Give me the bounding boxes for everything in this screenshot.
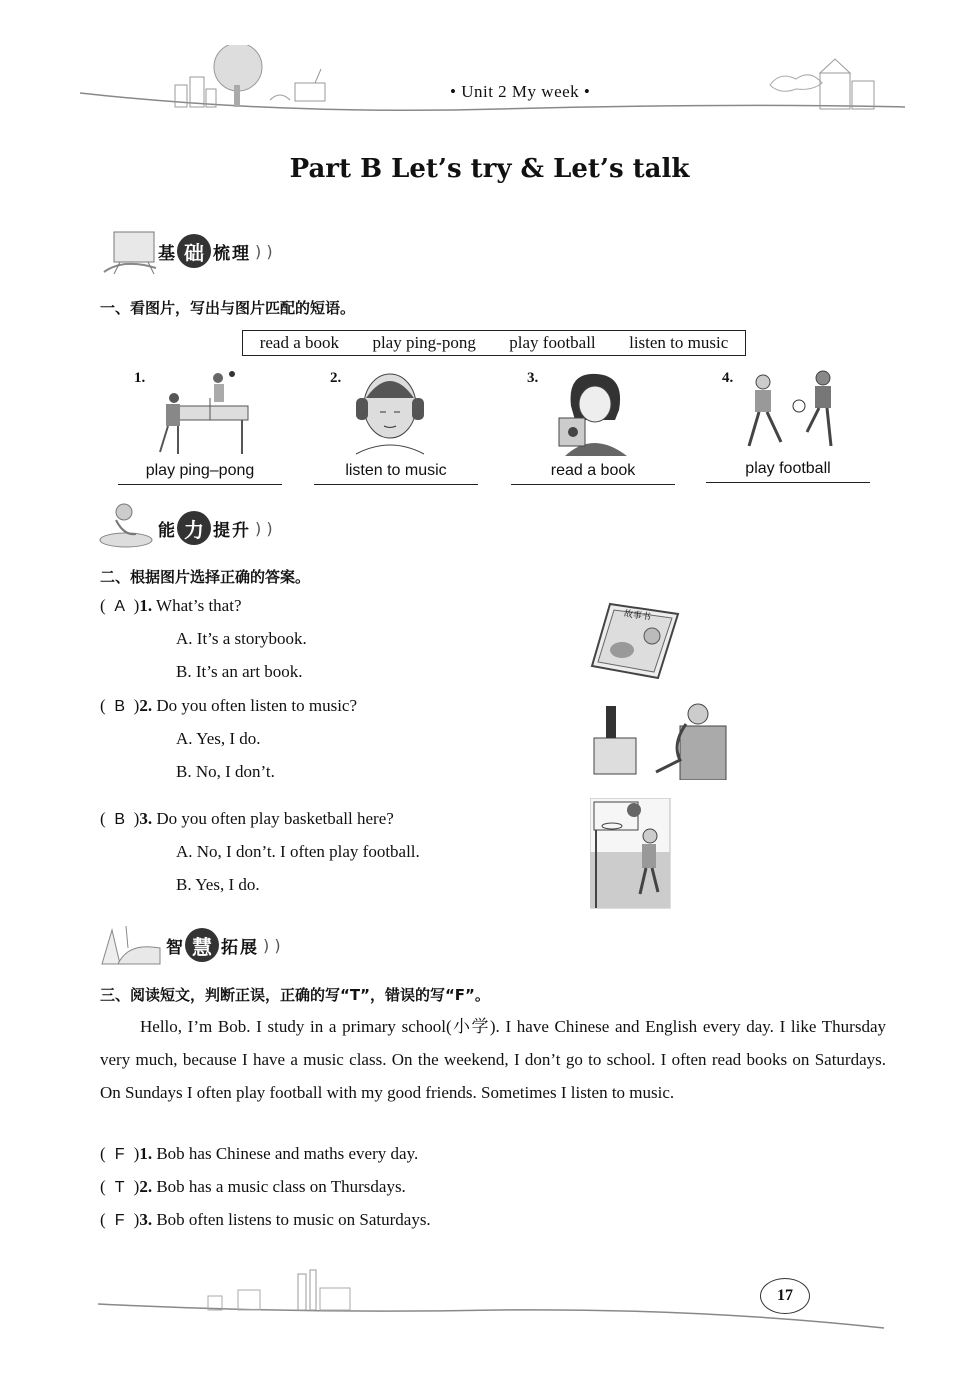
question-number: 2.: [139, 696, 153, 715]
question-text: Do you often play basketball here?: [156, 809, 394, 828]
badge-char-highlight: 慧: [185, 928, 219, 962]
phrase-item: play football: [509, 333, 596, 352]
statement-row: ( F )3. Bob often listens to music on Saturdays.: [100, 1210, 431, 1229]
section2-instruction: 二、根据图片选择正确的答案。: [100, 568, 311, 586]
section1-instruction: 一、看图片，写出与图片匹配的短语。: [100, 299, 356, 317]
badge-char-highlight: 力: [177, 511, 211, 545]
item-number: 2.: [330, 370, 342, 386]
basketball-player-icon: [590, 798, 672, 910]
option-a: A. No, I don’t. I often play football.: [176, 842, 420, 861]
girl-on-skateboard-icon: [98, 500, 158, 550]
question-row: ( A )1. What’s that?: [100, 596, 242, 615]
phrase-box: [242, 330, 746, 356]
section-badge-ability: 能 力 提 升 ) ): [158, 511, 273, 545]
ping-pong-players-icon: [150, 368, 250, 456]
statement-number: 3.: [139, 1210, 153, 1229]
item-number: 4.: [722, 370, 734, 386]
badge-char: 理: [232, 243, 249, 264]
phrase-item: play ping-pong: [372, 333, 476, 352]
answer-line: play football: [706, 460, 870, 483]
easel-icon: [100, 228, 160, 276]
statement-number: 1.: [139, 1144, 153, 1163]
reading-passage: [100, 1010, 886, 1109]
statement-number: 2.: [139, 1177, 153, 1196]
badge-char: 升: [232, 520, 249, 541]
section-badge-extension: 智 慧 拓 展 ) ): [166, 928, 281, 962]
statement-text: Bob has a music class on Thursdays.: [156, 1177, 406, 1196]
statement-row: ( F )1. Bob has Chinese and maths every day.: [100, 1144, 419, 1163]
answer-value: A: [114, 598, 125, 615]
storybook-label: 故事书: [623, 609, 652, 623]
badge-char: 梳: [213, 243, 230, 264]
football-players-icon: [735, 368, 845, 456]
answer-value: B: [114, 811, 125, 828]
answer-value: F: [114, 1146, 125, 1163]
question-number: 1.: [139, 596, 153, 615]
item-number: 1.: [134, 370, 146, 386]
phrase-item: read a book: [259, 333, 340, 352]
badge-char: 基: [158, 243, 175, 264]
badge-char: 智: [166, 937, 183, 958]
question-row: ( B )3. Do you often play basketball here?: [100, 809, 394, 828]
answer-value: F: [114, 1212, 125, 1229]
page-title: Part B Let’s try & Let’s talk: [289, 154, 690, 184]
unit-header: • Unit 2 My week •: [450, 82, 591, 101]
statement-text: Bob often listens to music on Saturdays.: [156, 1210, 431, 1229]
reading-girl-icon: [555, 372, 631, 456]
question-text: Do you often listen to music?: [156, 696, 358, 715]
answer-line: play ping–pong: [118, 462, 282, 485]
answer-line: read a book: [511, 462, 675, 485]
badge-char: 能: [158, 520, 175, 541]
badge-char: 展: [240, 937, 257, 958]
watching-tv-icon: [590, 696, 730, 780]
statement-row: ( T )2. Bob has a music class on Thursdays.: [100, 1177, 406, 1196]
question-row: ( B )2. Do you often listen to music?: [100, 696, 358, 715]
badge-char-highlight: 础: [177, 234, 211, 268]
answer-line: listen to music: [314, 462, 478, 485]
option-b: B. It’s an art book.: [176, 662, 303, 681]
answer-value: T: [114, 1179, 125, 1196]
option-b: B. Yes, I do.: [176, 875, 260, 894]
passage-text: Hello, I’m Bob. I study in a primary school(小学). I have Chinese and English every day. I like Thursday very much, because I have a music class. On the weekend, I don’t go to school. I often read books on Saturdays. On Sundays I often play football with my good friends. Sometimes I listen to music.: [100, 1017, 886, 1102]
item-number: 3.: [527, 370, 539, 386]
statement-text: Bob has Chinese and maths every day.: [156, 1144, 419, 1163]
badge-char: 拓: [221, 937, 238, 958]
option-a: A. Yes, I do.: [176, 729, 261, 748]
badge-char: 提: [213, 520, 230, 541]
books-icon: [98, 918, 164, 968]
answer-value: B: [114, 698, 125, 715]
headphones-girl-icon: [350, 368, 430, 456]
section-badge-basics: 基 础 梳 理 ) ): [158, 234, 273, 268]
option-a: A. It’s a storybook.: [176, 629, 307, 648]
question-number: 3.: [139, 809, 153, 828]
page-number: 17: [760, 1278, 810, 1314]
question-text: What’s that?: [156, 596, 242, 615]
phrase-item: listen to music: [629, 333, 729, 352]
option-b: B. No, I don’t.: [176, 762, 275, 781]
section3-instruction: 三、阅读短文，判断正误，正确的写“T”，错误的写“F”。: [100, 986, 490, 1004]
